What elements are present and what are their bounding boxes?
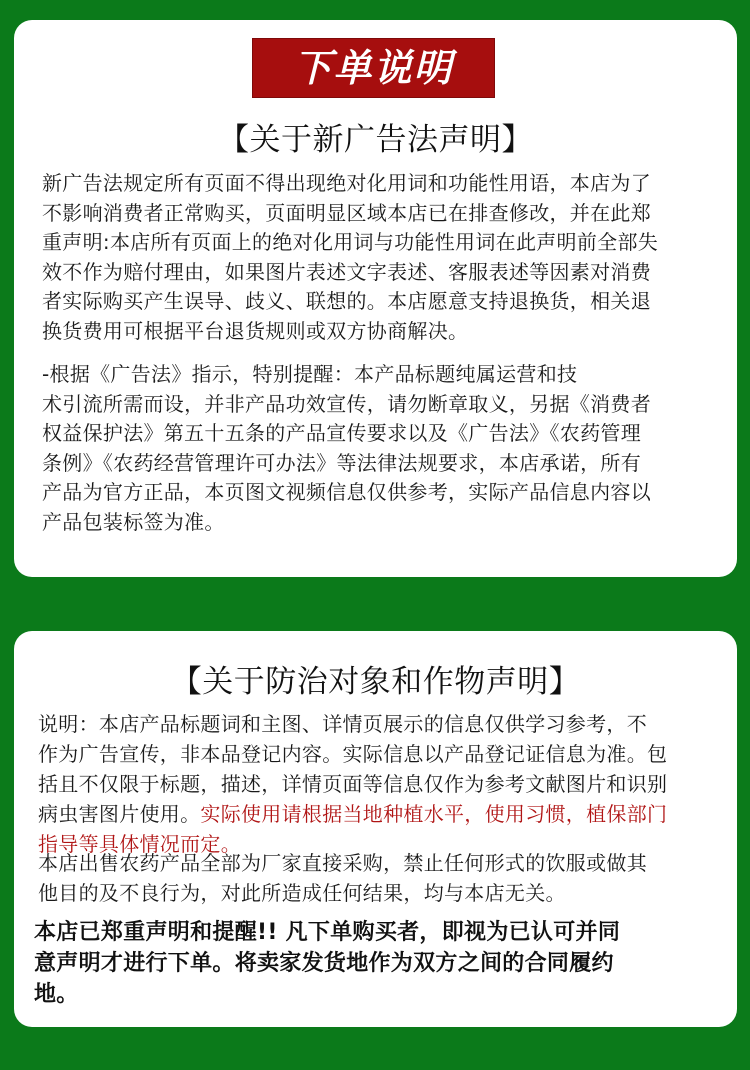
purchase-agreement-notice: [34, 917, 724, 1010]
text-segment: 病虫害图片使用。: [38, 802, 201, 826]
ad-law-reminder-paragraph: [42, 360, 714, 538]
text-line: 地。: [34, 982, 79, 1007]
target-crop-heading: 【关于防治对象和作物声明】: [170, 664, 581, 700]
ad-law-heading: 【关于新广告法声明】: [218, 122, 533, 158]
ad-law-statement-card: [14, 20, 737, 577]
text-line: 本店出售农药产品全部为厂家直接采购，禁止任何形式的饮服或做其: [38, 851, 647, 875]
text-line: 不影响消费者正常购买，页面明显区域本店已在排查修改，并在此郑: [42, 200, 651, 225]
explanation-paragraph: [38, 709, 718, 859]
sourcing-paragraph: [38, 848, 710, 908]
text-line: 效不作为赔付理由，如果图片表述文字表述、客服表述等因素对消费: [42, 259, 651, 284]
text-line: 意声明才进行下单。将卖家发货地作为双方之间的合同履约: [34, 951, 614, 976]
text-line: -根据《广告法》指示，特别提醒：本产品标题纯属运营和技: [42, 362, 578, 386]
usage-warning-text: 指导等具体情况而定。: [38, 832, 241, 856]
target-crop-statement-card: [14, 631, 737, 1027]
text-line: 新广告法规定所有页面不得出现绝对化用词和功能性用语，本店为了: [42, 171, 651, 195]
text-line: 术引流所需而设，并非产品功效宣传，请勿断章取义，另据《消费者: [42, 391, 651, 416]
text-line: 重声明:本店所有页面上的绝对化用词与功能性用词在此声明前全部失: [42, 230, 659, 255]
order-instructions-banner: 下单说明: [252, 38, 495, 98]
ad-law-paragraph: [42, 169, 714, 347]
text-line: 换货费用可根据平台退货规则或双方协商解决。: [42, 318, 469, 343]
text-line: 者实际购买产生误导、歧义、联想的。本店愿意支持退换货，相关退: [42, 289, 651, 314]
usage-warning-text: 实际使用请根据当地种植水平，使用习惯，植保部门: [200, 802, 668, 826]
text-line: 条例》《农药经营管理许可办法》等法律法规要求，本店承诺，所有: [42, 450, 641, 475]
text-line: 权益保护法》第五十五条的产品宣传要求以及《广告法》《农药管理: [42, 421, 641, 446]
text-line: 本店已郑重声明和提醒!! 凡下单购买者，即视为已认可并同: [34, 920, 621, 945]
text-line: 产品包装标签为准。: [42, 509, 225, 534]
text-line: [38, 799, 718, 829]
text-line: 产品为官方正品，本页图文视频信息仅供参考，实际产品信息内容以: [42, 480, 651, 505]
text-line: 作为广告宣传，非本品登记内容。实际信息以产品登记证信息为准。包: [38, 742, 668, 766]
text-line: 括且不仅限于标题，描述，详情页面等信息仅作为参考文献图片和识别: [38, 772, 668, 796]
text-line: 说明：本店产品标题词和主图、详情页展示的信息仅供学习参考，不: [38, 712, 647, 736]
text-line: 他目的及不良行为，对此所造成任何结果，均与本店无关。: [38, 881, 566, 905]
